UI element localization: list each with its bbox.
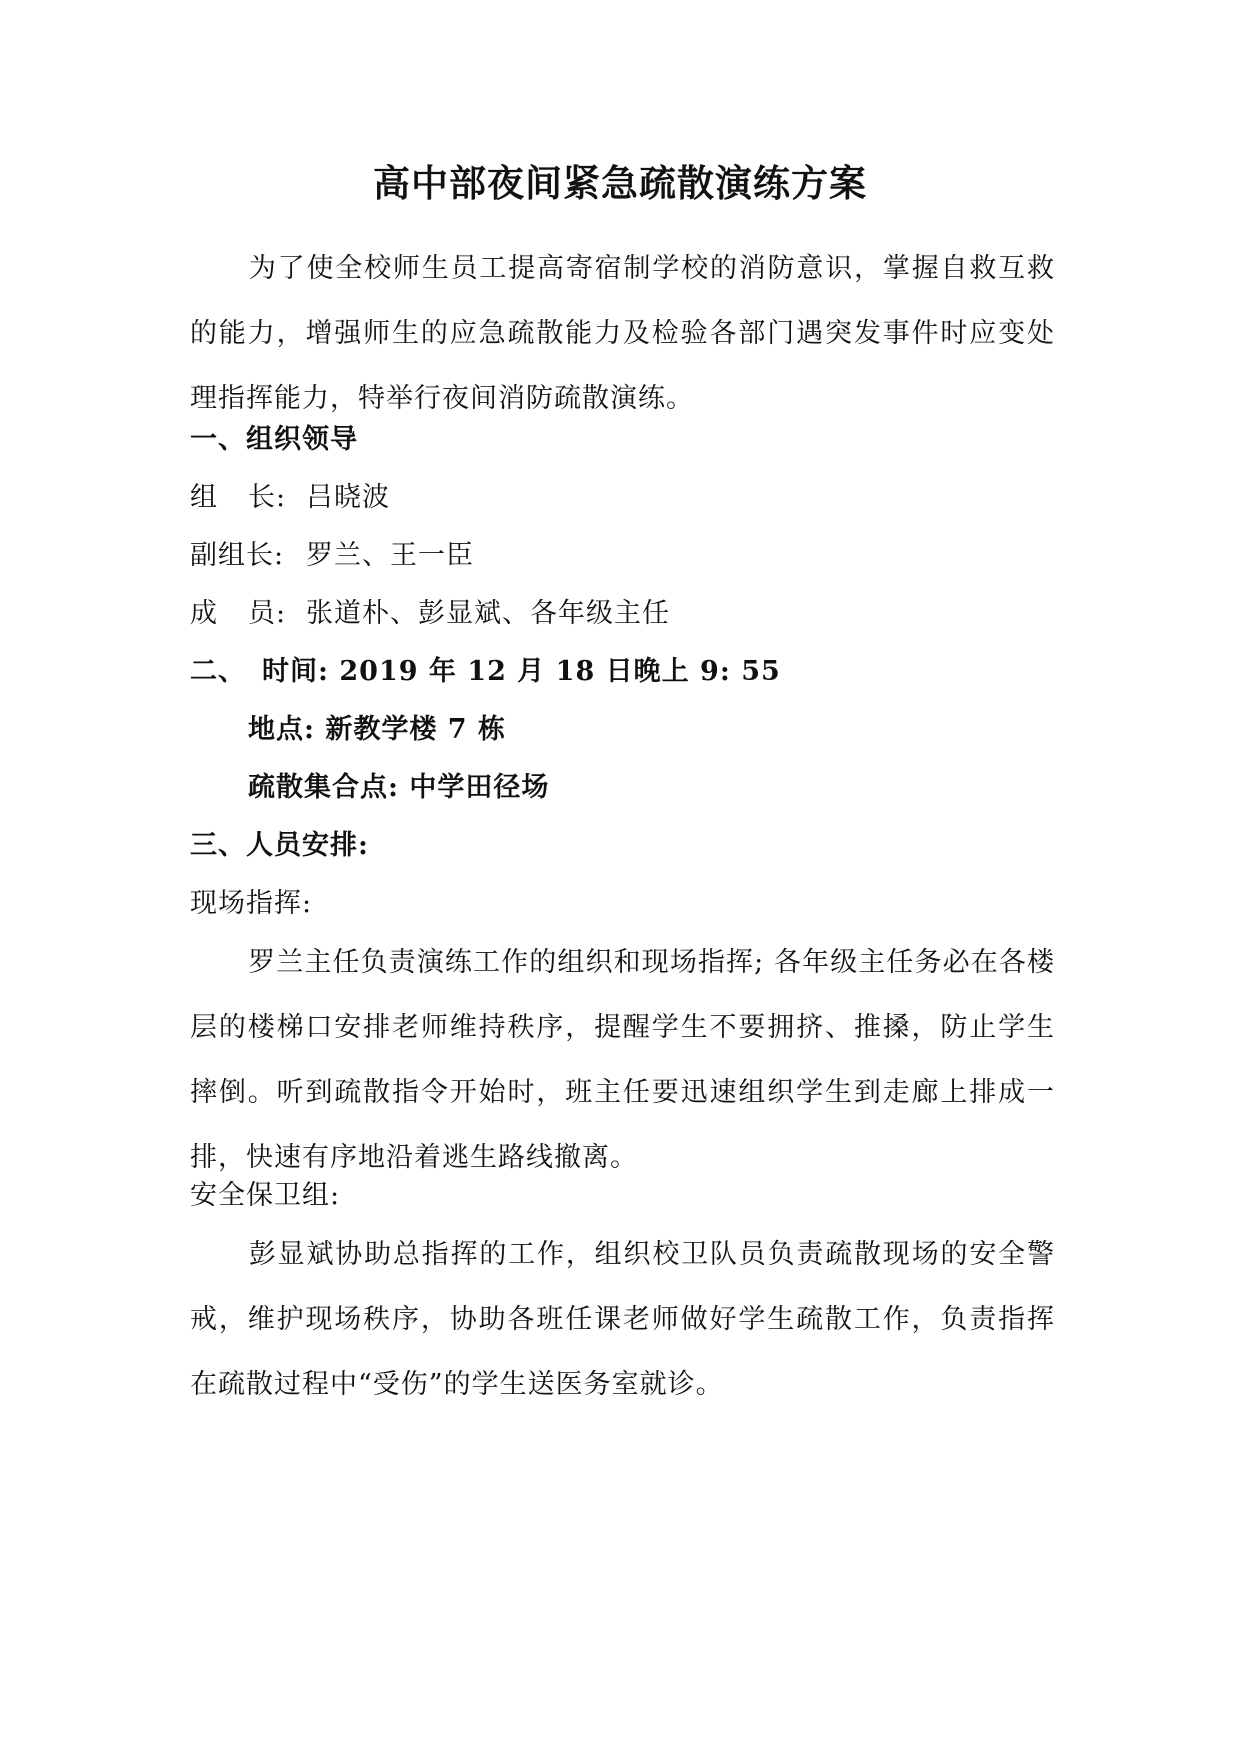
deputy-value: 罗兰、王一臣 bbox=[306, 540, 474, 571]
member-label: 成 员: bbox=[190, 598, 287, 629]
security-paragraph bbox=[190, 1222, 1055, 1417]
leader-row bbox=[190, 478, 390, 518]
intro-paragraph bbox=[190, 236, 1055, 431]
place-row: 地点: 新教学楼 7 栋 bbox=[248, 714, 506, 745]
member-value: 张道朴、彭显斌、各年级主任 bbox=[306, 598, 670, 629]
leader-label: 组 长: bbox=[190, 482, 287, 513]
time-text: 时间: 2019 年 12 月 18 日晚上 9: 55 bbox=[262, 656, 781, 687]
leader-value: 吕晓波 bbox=[306, 482, 390, 513]
command-paragraph bbox=[190, 930, 1055, 1190]
deputy-row bbox=[190, 536, 474, 576]
member-row bbox=[190, 594, 670, 634]
section2-number: 二、 bbox=[190, 656, 246, 687]
time-row bbox=[190, 652, 781, 692]
command-label: 现场指挥: bbox=[190, 888, 313, 919]
deputy-label: 副组长: bbox=[190, 540, 285, 571]
security-label: 安全保卫组: bbox=[190, 1180, 341, 1211]
assembly-row: 疏散集合点: 中学田径场 bbox=[248, 772, 550, 803]
section3-heading: 三、人员安排: bbox=[190, 830, 369, 861]
security-text: 彭显斌协助总指挥的工作，组织校卫队员负责疏散现场的安全警戒，维护现场秩序，协助各班任课老师做好学生疏散工作，负责指挥在疏散过程中“受伤”的学生送医务室就诊。 bbox=[190, 1239, 1055, 1400]
document-title: 高中部夜间紧急疏散演练方案 bbox=[373, 161, 867, 205]
command-text: 罗兰主任负责演练工作的组织和现场指挥; 各年级主任务必在各楼层的楼梯口安排老师维持秩序，提醒学生不要拥挤、推搡，防止学生摔倒。听到疏散指令开始时，班主任要迅速组织学生到走廊上排成一排，快速有序地沿着逃生路线撤离。 bbox=[190, 947, 1055, 1173]
intro-text: 为了使全校师生员工提高寄宿制学校的消防意识，掌握自救互救的能力，增强师生的应急疏散能力及检验各部门遇突发事件时应变处理指挥能力，特举行夜间消防疏散演练。 bbox=[190, 253, 1055, 414]
section1-heading: 一、组织领导 bbox=[190, 424, 358, 455]
